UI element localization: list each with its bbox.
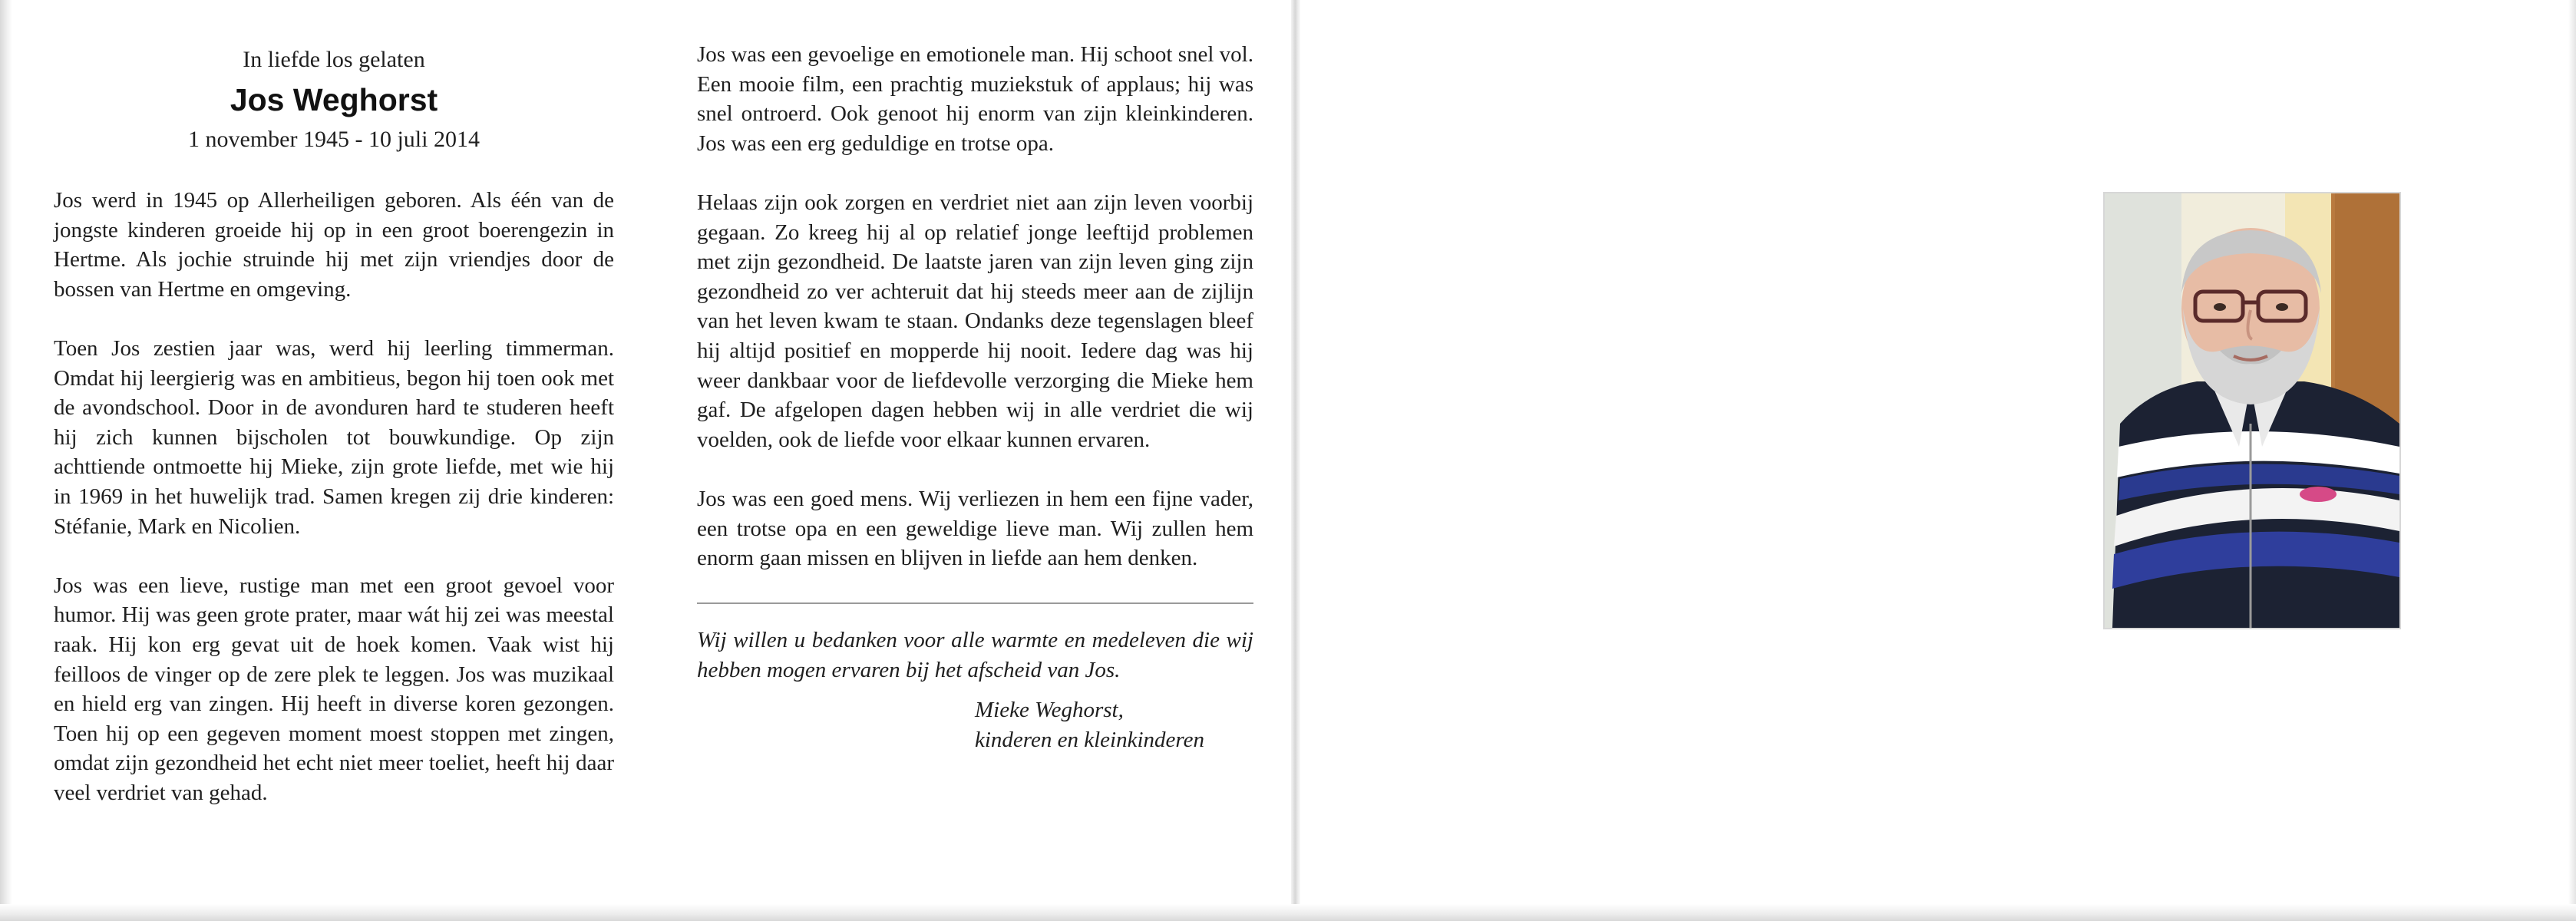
section-divider (697, 602, 1253, 604)
right-text-column (697, 40, 1253, 755)
left-text-column (54, 40, 614, 837)
paragraph-personality: Jos was een lieve, rustige man met een groot gevoel voor humor. Hij was geen grote prater, maar wát hij zei was meestal raak. Hij kon erg gevat uit de hoek komen. Vaak wist hij feilloos de vinger op de zere plek te leggen. Jos was muzikaal en hield erg van zingen. Hij heeft in diverse koren gezongen. Toen hij op een gegeven moment moest stoppen met zingen, omdat zijn gezondheid het echt niet meer toeliet, heeft hij daar veel verdriet van gehad. (54, 573, 614, 805)
card-fold-line (1291, 0, 1300, 921)
paper-right-edge-shadow (2568, 0, 2576, 921)
paragraph-emotional: Jos was een gevoelige en emotionele man. Hij schoot snel vol. Een mooie film, een prachtig muziekstuk of applaus; hij was snel ontroerd. Ook genoot hij enorm van zijn kleinkinderen. Jos was een erg geduldige en trotse opa. (697, 42, 1253, 156)
deceased-name: Jos Weghorst (230, 82, 438, 117)
paragraph-health: Helaas zijn ook zorgen en verdriet niet aan zijn leven voorbij gegaan. Zo kreeg hij al op relatief jonge leeftijd problemen met zijn gezondheid. De laatste jaren van zijn leven ging zijn gezondheid zo ver achteruit dat hij steeds meer aan de zijlijn van het leven kwam te staan. Ondanks deze tegenslagen bleef hij altijd positief en mopperde hij nooit. Iedere dag was hij weer dankbaar voor de liefdevolle verzorging die Mieke hem gaf. De afgelopen dagen hebben wij in alle verdriet die wij voelden, ook de liefde voor elkaar kunnen ervaren. (697, 190, 1253, 452)
signature-line-2: kinderen en kleinkinderen (975, 728, 1204, 753)
intro-line: In liefde los gelaten (243, 47, 425, 72)
paragraph-career-family: Toen Jos zestien jaar was, werd hij leerling timmerman. Omdat hij leergierig was en ambitieus, begon hij toen ook met de avondschool. Door in de avonduren hard te studeren heeft hij zich kunnen bijscholen tot bouwkundige. Op zijn achttiende ontmoette hij Mieke, zijn grote liefde, met wie hij in 1969 in het huwelijk trad. Samen kregen zij drie kinderen: Stéfanie, Mark en Nicolien. (54, 335, 614, 539)
signature-block (975, 695, 1253, 754)
paper-bottom-edge-shadow (0, 904, 2576, 921)
life-dates: 1 november 1945 - 10 juli 2014 (188, 127, 480, 152)
portrait-photo (2105, 193, 2399, 628)
paragraph-childhood: Jos werd in 1945 op Allerheiligen geboren. Als één van de jongste kinderen groeide hij op in een groot boerengezin in Hertme. Als jochie struinde hij met zijn vriendjes door de bossen van Hertme en omgeving. (54, 188, 614, 302)
signature-line-1: Mieke Weghorst, (975, 698, 1124, 723)
thank-you-note: Wij willen u bedanken voor alle warmte en medeleven die wij hebben mogen ervaren bij het afscheid van Jos. (697, 628, 1253, 682)
portrait-illustration (2105, 193, 2399, 628)
paragraph-farewell: Jos was een goed mens. Wij verliezen in hem een fijne vader, een trotse opa en een geweldige lieve man. Wij zullen hem enorm gaan missen en blijven in liefde aan hem denken. (697, 486, 1253, 571)
paper-left-edge-shadow (0, 0, 12, 921)
